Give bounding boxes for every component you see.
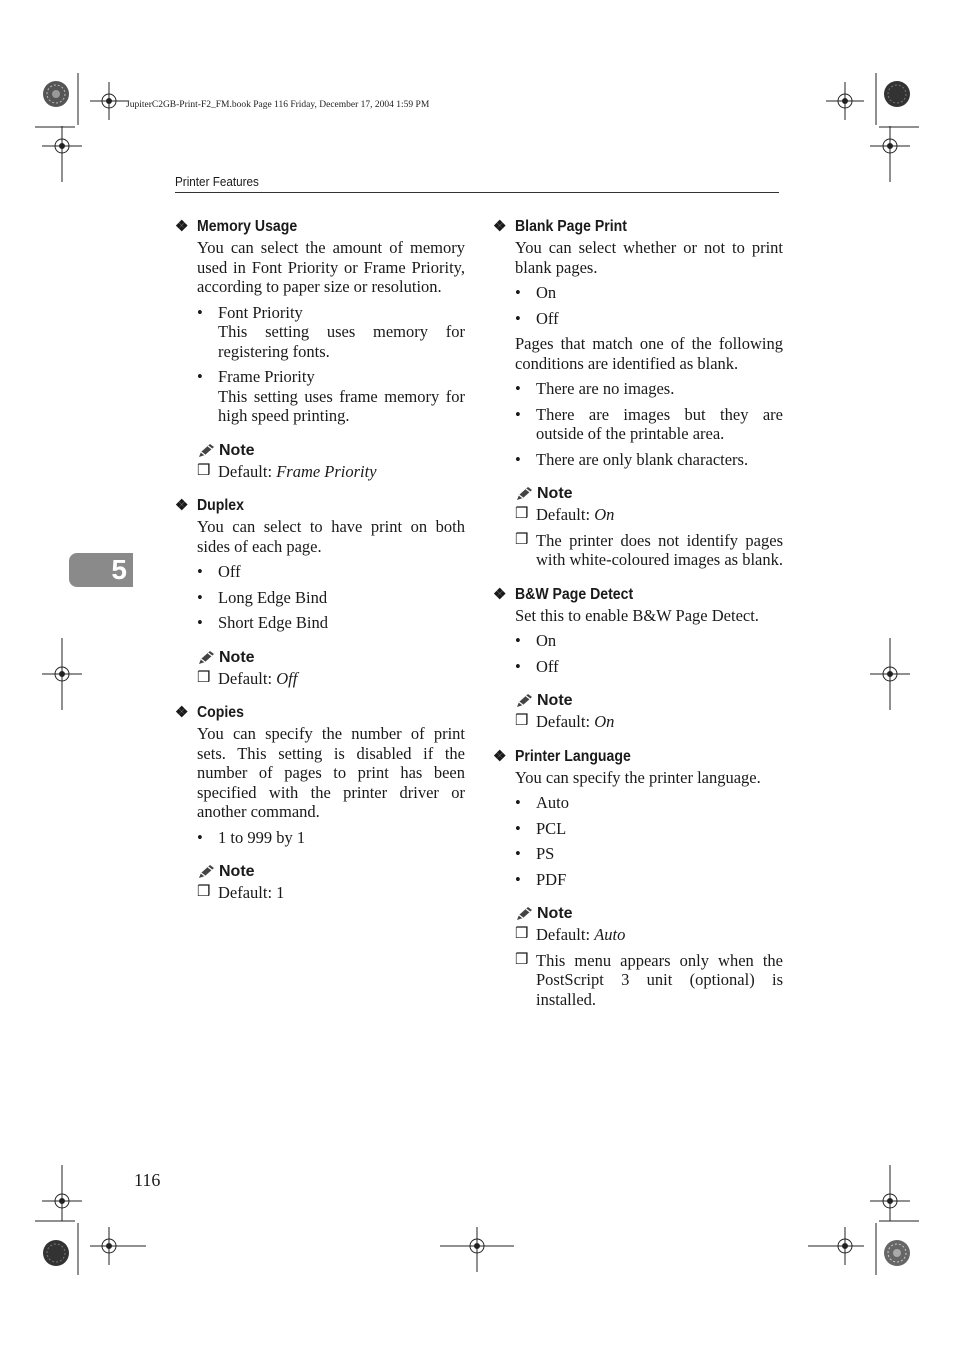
checkbox-icon: ❒ — [515, 926, 529, 942]
crosshair-mark — [42, 638, 82, 710]
note-prefix: Default: — [536, 712, 595, 731]
section-blank-page-print — [493, 216, 783, 570]
note-heading — [515, 690, 783, 712]
pencil-icon — [515, 693, 533, 709]
crosshair-mark — [808, 1227, 864, 1265]
section-heading — [493, 216, 783, 238]
note-prefix: Default: — [536, 505, 595, 524]
list-item — [515, 450, 783, 470]
bullet-icon: • — [515, 844, 521, 863]
crosshair-mark — [42, 1165, 82, 1221]
list-item — [515, 793, 783, 813]
note-block — [197, 440, 465, 482]
note-text: This menu appears only when the PostScript 3 unit (optional) is installed. — [536, 950, 783, 1009]
bullet-icon: • — [197, 367, 203, 386]
option-label: On — [536, 631, 557, 650]
default-value: Frame Priority — [276, 461, 377, 481]
section-description: Set this to enable B&W Page Detect. — [515, 605, 759, 625]
section-title: B&W Page Detect — [515, 585, 634, 603]
list-item — [515, 631, 783, 651]
pencil-icon — [197, 864, 215, 880]
option-label: PCL — [536, 818, 567, 838]
bullet-icon: • — [515, 656, 521, 676]
chapter-tab — [69, 553, 133, 587]
note-block — [197, 647, 465, 689]
crosshair-mark — [826, 82, 864, 120]
checkbox-icon: ❒ — [197, 462, 211, 479]
list-item — [515, 309, 783, 329]
default-value: On — [594, 505, 615, 524]
section-description: You can specify the number of print sets. This setting is disabled if the number of pages to print has been specified with the printer driver or another command. — [197, 724, 465, 821]
checkbox-icon: ❒ — [197, 669, 211, 686]
crosshair-mark — [90, 82, 128, 120]
default-value: Off — [276, 668, 298, 688]
section-heading — [175, 702, 465, 724]
section-bw-page-detect — [493, 584, 783, 732]
section-description: You can specify the printer language. — [515, 767, 761, 787]
note-block — [515, 483, 783, 570]
note-label: Note — [537, 485, 573, 502]
diamond-icon: ❖ — [493, 585, 507, 603]
note-heading — [197, 647, 465, 669]
option-description: This setting uses memory for registering fonts. — [218, 322, 465, 361]
note-item — [515, 951, 783, 1010]
note-item — [515, 925, 783, 945]
note-item — [515, 531, 783, 570]
note-heading — [515, 483, 783, 505]
running-head: Printer Features — [175, 174, 259, 189]
default-value: Auto — [594, 925, 626, 944]
list-item — [197, 367, 465, 426]
note-item — [515, 505, 783, 525]
list-item — [515, 405, 783, 444]
crosshair-mark — [870, 638, 910, 710]
note-block — [197, 861, 465, 903]
option-label: Off — [536, 656, 559, 676]
pencil-icon — [197, 443, 215, 459]
note-block — [515, 690, 783, 732]
option-label: PDF — [536, 869, 567, 889]
note-heading — [197, 861, 465, 883]
condition-text: There are only blank characters. — [536, 449, 749, 469]
condition-text: There are images but they are outside of the printable area. — [536, 404, 783, 443]
section-title: Memory Usage — [197, 218, 298, 235]
section-duplex — [175, 495, 465, 688]
list-item — [197, 828, 465, 848]
section-copies — [175, 702, 465, 903]
list-item — [515, 379, 783, 399]
bullet-icon: • — [515, 818, 521, 838]
section-heading — [493, 746, 783, 768]
section-title: Printer Language — [515, 747, 631, 765]
page-number: 116 — [134, 1170, 161, 1190]
list-item — [197, 303, 465, 362]
note-label: Note — [537, 692, 573, 709]
list-item — [515, 283, 783, 303]
section-printer-language — [493, 746, 783, 1010]
note-label: Note — [219, 441, 255, 459]
condition-text: There are no images. — [536, 379, 675, 398]
note-item — [197, 669, 465, 689]
checkbox-icon: ❒ — [515, 506, 529, 522]
section-heading — [175, 216, 465, 238]
bullet-icon: • — [515, 379, 521, 398]
list-item — [515, 844, 783, 864]
bullet-icon: • — [197, 562, 203, 581]
file-info: JupiterC2GB-Print-F2_FM.book Page 116 Friday, December 17, 2004 1:59 PM — [126, 100, 430, 110]
section-heading — [175, 495, 465, 517]
option-label: Frame Priority — [218, 367, 315, 386]
note-text: Default: 1 — [218, 883, 285, 902]
crosshair-mark — [870, 126, 910, 182]
note-text: The printer does not identify pages with white-coloured images as blank. — [536, 530, 783, 569]
header-rule — [175, 192, 779, 193]
list-item — [515, 819, 783, 839]
crosshair-mark — [42, 126, 82, 182]
crosshair-mark — [90, 1227, 146, 1265]
section-heading — [493, 584, 783, 606]
option-label: Long Edge Bind — [218, 587, 328, 607]
note-item — [515, 712, 783, 732]
bullet-icon: • — [515, 308, 521, 328]
bullet-icon: • — [515, 793, 521, 812]
option-label: On — [536, 283, 557, 302]
note-heading — [197, 440, 465, 462]
list-item — [197, 562, 465, 582]
pencil-icon — [515, 906, 533, 922]
note-heading — [515, 903, 783, 925]
bullet-icon: • — [197, 587, 203, 607]
list-item — [197, 588, 465, 608]
bullet-icon: • — [515, 631, 521, 650]
list-item — [197, 613, 465, 633]
bullet-icon: • — [197, 613, 203, 632]
note-prefix: Default: — [218, 461, 277, 481]
option-label: Off — [536, 308, 559, 328]
option-label: Short Edge Bind — [218, 613, 328, 632]
diamond-icon: ❖ — [175, 497, 189, 514]
default-value: On — [594, 712, 615, 731]
note-label: Note — [219, 863, 255, 880]
section-description: You can select whether or not to print blank pages. — [515, 238, 783, 277]
note-prefix: Default: — [536, 925, 595, 944]
list-item — [515, 657, 783, 677]
option-label: Font Priority — [218, 302, 303, 322]
bullet-icon: • — [515, 283, 521, 302]
note-prefix: Default: — [218, 668, 277, 688]
diamond-icon: ❖ — [175, 704, 189, 721]
section-description-secondary: Pages that match one of the following conditions are identified as blank. — [515, 334, 783, 373]
bullet-icon: • — [515, 404, 521, 424]
checkbox-icon: ❒ — [515, 951, 529, 968]
option-list — [197, 303, 465, 426]
left-column — [175, 216, 465, 917]
condition-list — [515, 379, 783, 469]
note-item — [197, 462, 465, 482]
checkbox-icon: ❒ — [515, 713, 529, 729]
list-item — [515, 870, 783, 890]
pencil-icon — [515, 486, 533, 502]
checkbox-icon: ❒ — [515, 531, 529, 548]
bullet-icon: • — [515, 869, 521, 889]
option-list — [197, 828, 465, 848]
registration-rosette-bottom-left — [43, 1240, 69, 1266]
note-item — [197, 883, 465, 903]
chapter-number: 5 — [111, 554, 127, 585]
crosshair-mark — [870, 1165, 910, 1221]
bullet-icon: • — [197, 827, 203, 847]
bullet-icon: • — [197, 302, 203, 322]
checkbox-icon: ❒ — [197, 884, 211, 900]
section-title: Copies — [197, 704, 244, 721]
section-memory-usage — [175, 216, 465, 481]
section-description: You can select the amount of memory used in Font Priority or Frame Priority, according to paper size or resolution. — [197, 238, 465, 296]
option-label: PS — [536, 844, 555, 863]
registration-rosette-top-left — [43, 81, 69, 107]
pencil-icon — [197, 650, 215, 666]
option-list — [515, 631, 783, 676]
section-title: Duplex — [197, 497, 244, 514]
bullet-icon: • — [515, 449, 521, 469]
option-list — [197, 562, 465, 633]
right-column — [493, 216, 783, 1023]
registration-rosette-bottom-right — [884, 1240, 910, 1266]
diamond-icon: ❖ — [493, 218, 507, 235]
diamond-icon: ❖ — [493, 747, 507, 765]
option-list — [515, 793, 783, 889]
note-block — [515, 903, 783, 1009]
section-title: Blank Page Print — [515, 218, 627, 235]
note-label: Note — [219, 648, 255, 666]
note-label: Note — [537, 905, 573, 922]
option-label: Auto — [536, 793, 569, 812]
option-label: 1 to 999 by 1 — [218, 827, 306, 847]
diamond-icon: ❖ — [175, 218, 189, 235]
crosshair-mark — [440, 1227, 514, 1272]
option-description: This setting uses frame memory for high speed printing. — [218, 386, 465, 425]
section-description: You can select to have print on both sides of each page. — [197, 517, 465, 556]
option-label: Off — [218, 562, 241, 581]
option-list — [515, 283, 783, 328]
registration-rosette-top-right — [884, 81, 910, 107]
